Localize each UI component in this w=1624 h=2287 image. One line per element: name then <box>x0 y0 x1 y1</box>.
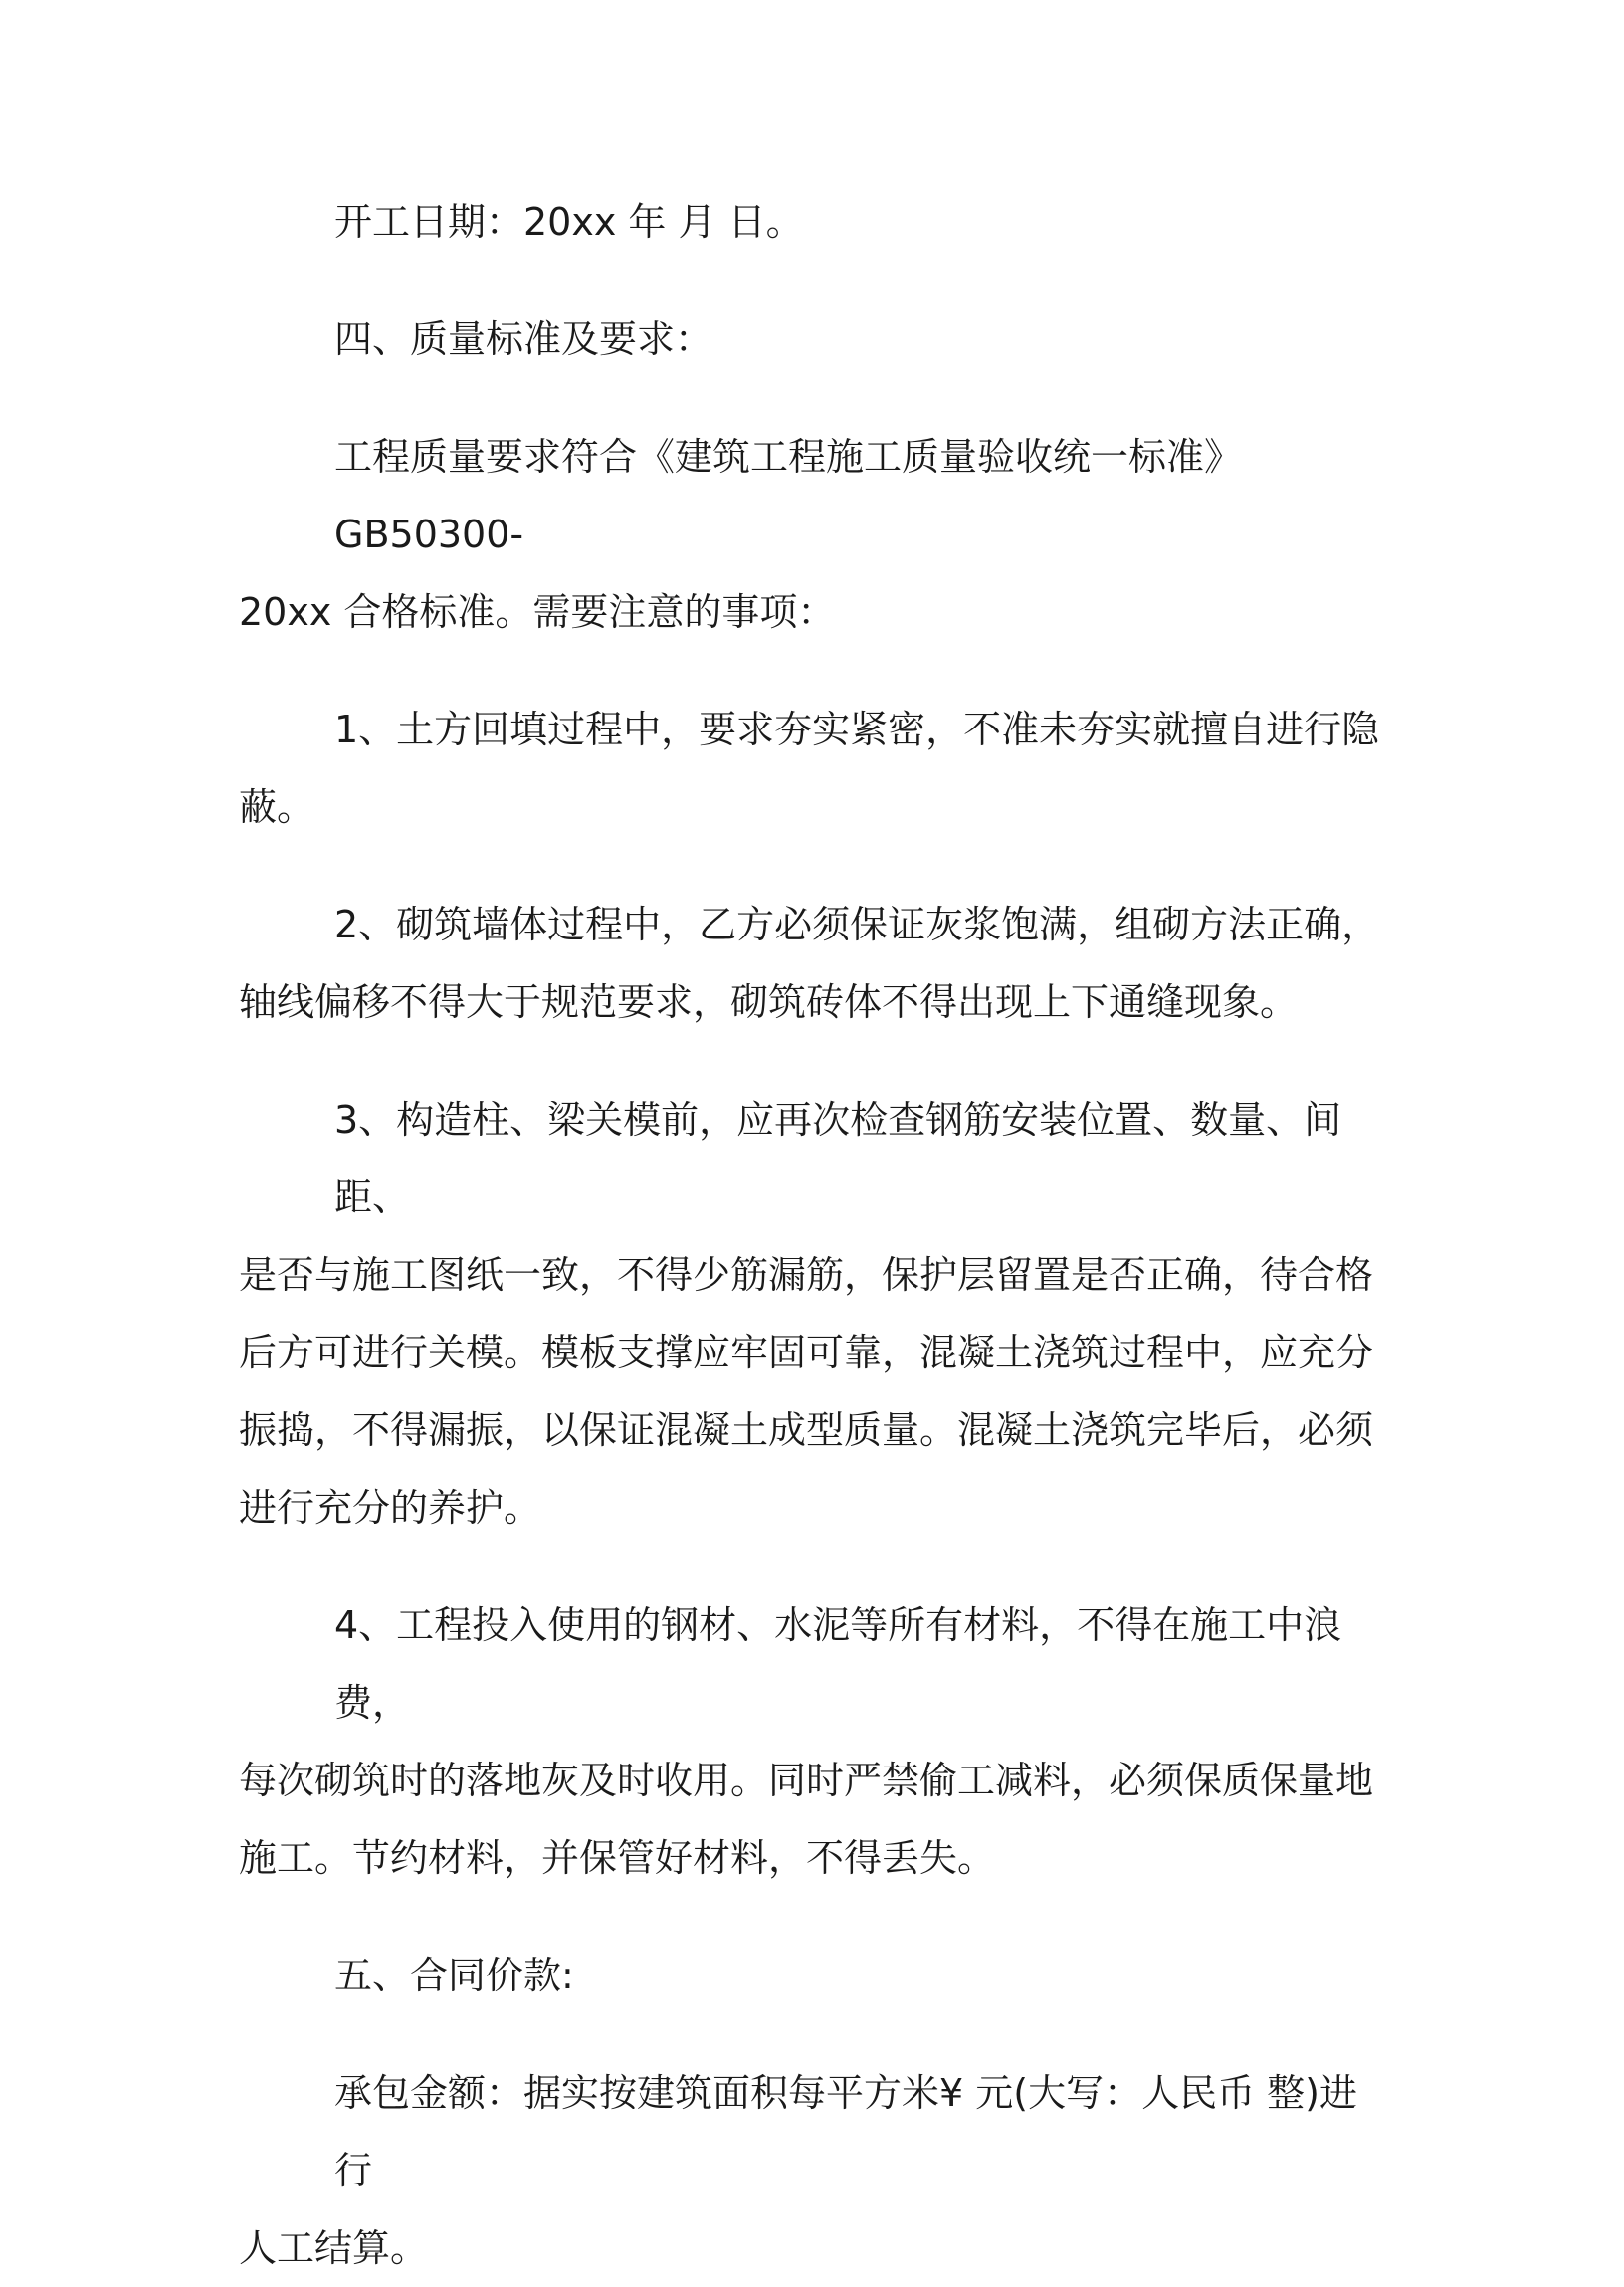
text-line: 每次砌筑时的落地灰及时收用。同时严禁偷工减料，必须保质保量地 <box>239 1759 1374 1802</box>
text-line: 振捣，不得漏振，以保证混凝土成型质量。混凝土浇筑完毕后，必须 <box>239 1408 1374 1452</box>
text-line: 轴线偏移不得大于规范要求，砌筑砖体不得出现上下通缝现象。 <box>239 980 1299 1024</box>
text-line: 2、砌筑墙体过程中，乙方必须保证灰浆饱满，组砌方法正确， <box>334 903 1380 946</box>
text-line: 蔽。 <box>239 785 315 829</box>
section-4-heading <box>239 301 1383 378</box>
text-line: 开工日期：20xx 年 月 日。 <box>334 200 804 244</box>
heading-line: 四、质量标准及要求： <box>334 317 713 361</box>
section-5-heading <box>239 1937 1383 2014</box>
list-item-2 <box>239 886 1383 1041</box>
list-item-4 <box>239 1586 1383 1897</box>
text-line: 进行充分的养护。 <box>239 1486 542 1530</box>
document-body <box>239 183 1383 2287</box>
heading-line: 五、合同价款: <box>334 1954 574 1997</box>
text-line: 是否与施工图纸一致，不得少筋漏筋，保护层留置是否正确，待合格 <box>239 1253 1374 1297</box>
paragraph-quality-standard <box>239 418 1383 651</box>
paragraph-start-date <box>239 183 1383 261</box>
text-line: 4、工程投入使用的钢材、水泥等所有材料，不得在施工中浪费， <box>334 1603 1342 1725</box>
text-line: 后方可进行关模。模板支撑应牢固可靠，混凝土浇筑过程中，应充分 <box>239 1331 1374 1374</box>
text-line: 工程质量要求符合《建筑工程施工质量验收统一标准》GB50300- <box>334 435 1243 556</box>
text-line: 3、构造柱、梁关模前，应再次检查钢筋安装位置、数量、间距、 <box>334 1098 1342 1219</box>
paragraph-contract-amount <box>239 2054 1383 2287</box>
list-item-3 <box>239 1081 1383 1547</box>
list-item-1 <box>239 691 1383 846</box>
text-line: 1、土方回填过程中，要求夯实紧密，不准未夯实就擅自进行隐 <box>334 708 1380 751</box>
text-line: 20xx 合格标准。需要注意的事项： <box>239 590 836 634</box>
text-line: 人工结算。 <box>239 2226 429 2270</box>
text-line: 承包金额：据实按建筑面积每平方米¥ 元(大写：人民币 整)进行 <box>334 2071 1357 2192</box>
text-line: 施工。节约材料，并保管好材料，不得丢失。 <box>239 1836 996 1880</box>
